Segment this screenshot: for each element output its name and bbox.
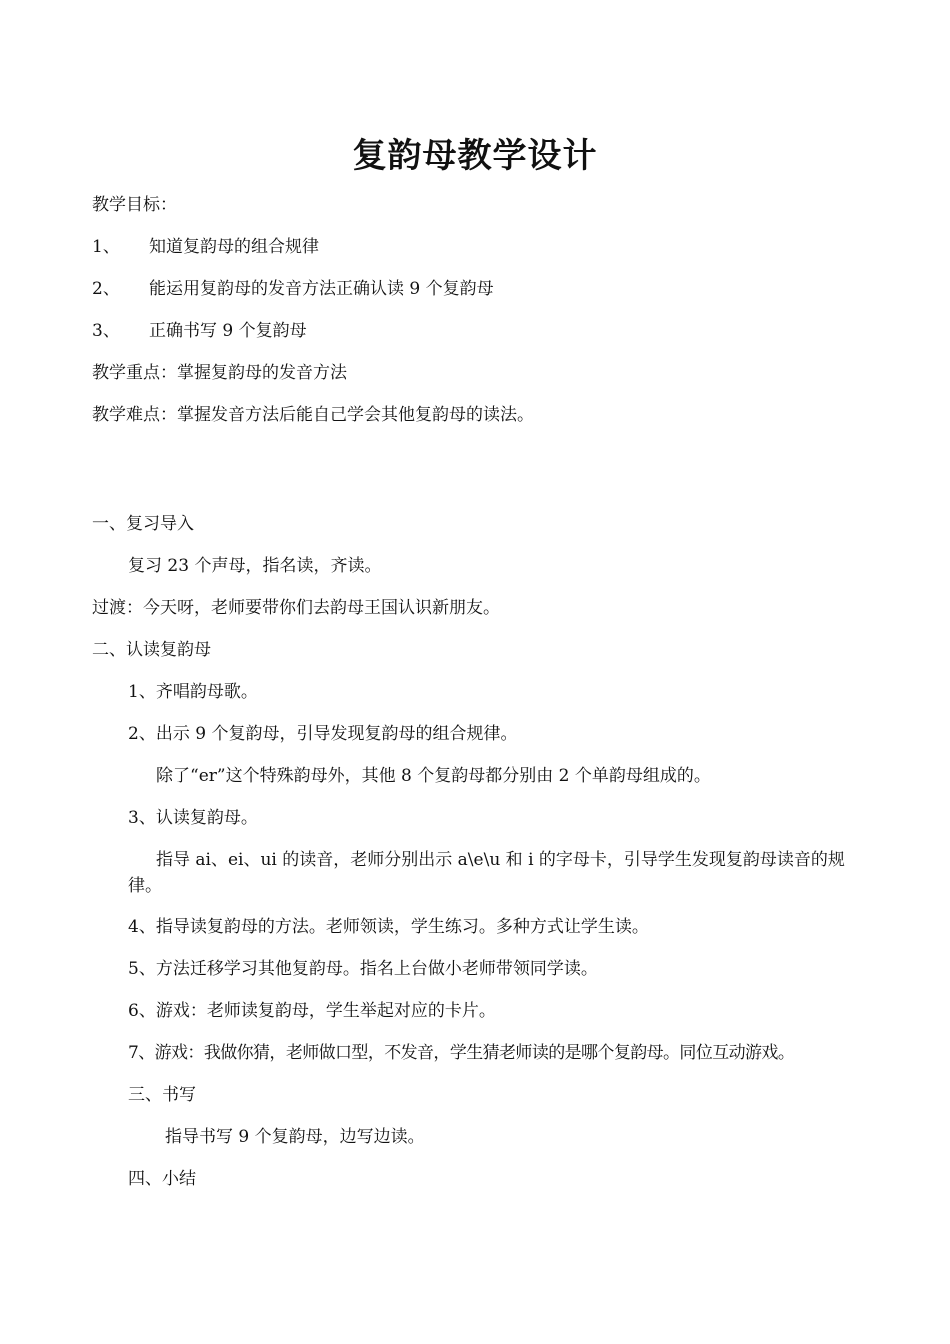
step-note: 指导 ai、ei、ui 的读音，老师分别出示 a\e\u 和 i 的字母卡，引导学生发现复韵母读音的规律。 [128,850,845,896]
objective-number: 2、 [92,279,120,299]
transition-text: 过渡：今天呀，老师要带你们去韵母王国认识新朋友。 [92,598,500,618]
writing-text: 指导书写 9 个复韵母，边写边读。 [165,1127,425,1147]
difficulty: 教学难点：掌握发音方法后能自己学会其他复韵母的读法。 [92,405,534,425]
objective-text: 能运用复韵母的发音方法正确认读 9 个复韵母 [149,279,494,299]
section-heading-review: 一、复习导入 [92,514,194,534]
section-heading-writing: 三、书写 [128,1085,196,1105]
objective-item [92,276,494,302]
step-item: 3、认读复韵母。 [128,808,258,828]
section-heading-recognize: 二、认读复韵母 [92,640,211,660]
step-item: 1、齐唱韵母歌。 [128,682,258,702]
step-item: 6、游戏：老师读复韵母，学生举起对应的卡片。 [128,1001,496,1021]
objective-number: 1、 [92,237,120,257]
step-note: 除了“er”这个特殊韵母外，其他 8 个复韵母都分别由 2 个单韵母组成的。 [156,766,711,786]
step-item: 2、出示 9 个复韵母，引导发现复韵母的组合规律。 [128,724,518,744]
objectives-label: 教学目标： [92,195,177,215]
objective-item [92,234,319,260]
page-title: 复韵母教学设计 [352,136,598,176]
section-heading-summary: 四、小结 [128,1169,196,1189]
review-text: 复习 23 个声母，指名读，齐读。 [128,556,382,576]
objective-number: 3、 [92,321,120,341]
objective-text: 正确书写 9 个复韵母 [149,321,307,341]
step-item: 5、方法迁移学习其他复韵母。指名上台做小老师带领同学读。 [128,959,598,979]
step-item: 4、指导读复韵母的方法。老师领读，学生练习。多种方式让学生读。 [128,917,649,937]
step-item: 7、游戏：我做你猜，老师做口型，不发音，学生猜老师读的是哪个复韵母。同位互动游戏。 [128,1043,795,1063]
key-point: 教学重点：掌握复韵母的发音方法 [92,363,347,383]
objective-item [92,318,307,344]
objective-text: 知道复韵母的组合规律 [149,237,319,257]
